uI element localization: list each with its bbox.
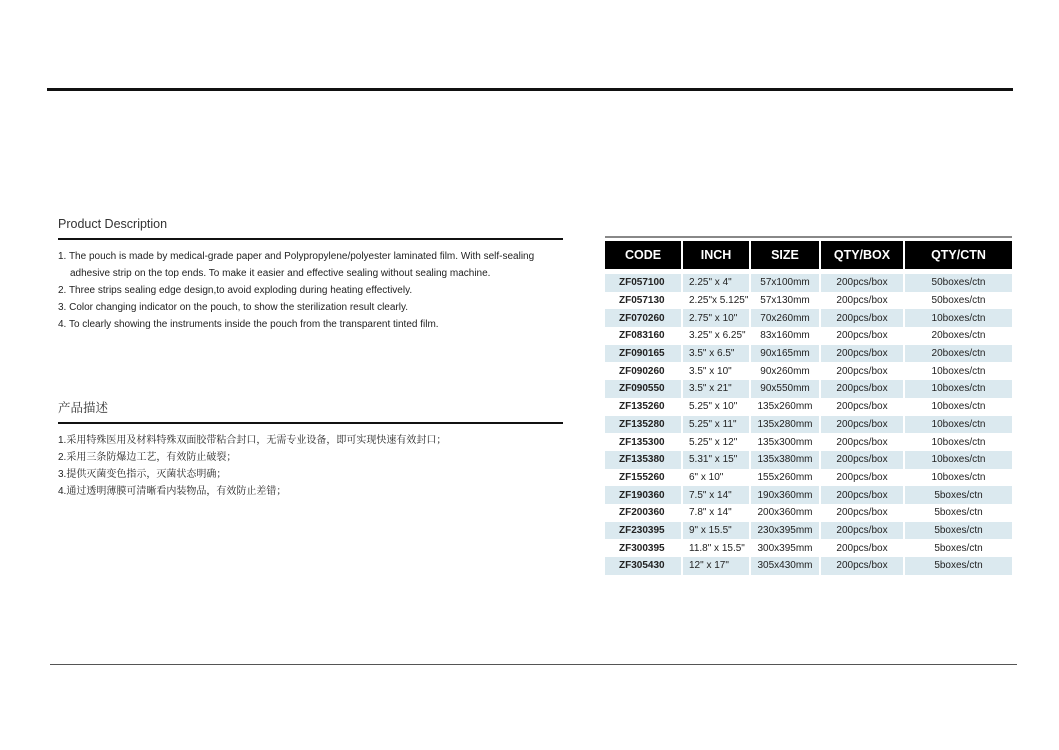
cell-code: ZF230395 xyxy=(605,522,681,540)
table-row xyxy=(605,469,1012,487)
cell-code: ZF083160 xyxy=(619,330,665,342)
header-size: SIZE xyxy=(751,241,819,269)
cell-code: ZF090260 xyxy=(619,365,665,377)
cell-qty-box: 200pcs/box xyxy=(821,522,903,540)
cell-qty-ctn: 10boxes/ctn xyxy=(905,309,1012,327)
table-row xyxy=(605,433,1012,451)
description-item: 3.提供灭菌变色指示，灭菌状态明确； xyxy=(58,469,227,480)
cell-qty-box: 200pcs/box xyxy=(836,507,888,519)
cell-qty-ctn: 10boxes/ctn xyxy=(905,380,1012,398)
cell-code: ZF135380 xyxy=(605,451,681,469)
cell-qty-box: 200pcs/box xyxy=(836,295,888,307)
cell-inch: 11.8" x 15.5" xyxy=(689,542,745,554)
cell-qty-ctn: 50boxes/ctn xyxy=(905,269,1012,292)
cell-size: 90x550mm xyxy=(751,380,819,398)
cell-qty-ctn: 50boxes/ctn xyxy=(931,295,986,307)
header-inch: INCH xyxy=(683,241,749,269)
cell-qty-box: 200pcs/box xyxy=(821,269,903,292)
cell-qty-box: 200pcs/box xyxy=(836,365,888,377)
cell-qty-ctn: 10boxes/ctn xyxy=(931,471,986,483)
table-row xyxy=(605,416,1012,434)
cell-code: ZF155260 xyxy=(619,471,665,483)
cell-qty-ctn: 10boxes/ctn xyxy=(931,401,986,413)
cell-qty-ctn: 10boxes/ctn xyxy=(905,416,1012,434)
cell-qty-box: 200pcs/box xyxy=(836,330,888,342)
table-row xyxy=(605,309,1012,327)
cell-inch: 7.8" x 14" xyxy=(689,507,732,519)
cell-size: 135x380mm xyxy=(751,451,819,469)
cell-inch: 3.5" x 21" xyxy=(683,380,749,398)
description-item: 4. To clearly showing the instruments inside the pouch from the transparent tinted film. xyxy=(58,319,439,330)
table-row xyxy=(605,486,1012,504)
cell-size: 135x280mm xyxy=(751,416,819,434)
description-item: adhesive strip on the top ends. To make it easier and effective sealing without sealing machine. xyxy=(70,268,491,279)
cell-size: 155x260mm xyxy=(757,471,813,483)
header-code: CODE xyxy=(605,241,681,269)
top-divider xyxy=(47,88,1013,91)
description-item: 3. Color changing indicator on the pouch, to show the sterilization result clearly. xyxy=(58,302,409,313)
cell-qty-ctn: 20boxes/ctn xyxy=(931,330,986,342)
section-divider xyxy=(58,422,563,424)
table-row xyxy=(605,398,1012,416)
cell-code: ZF300395 xyxy=(619,542,665,554)
cell-size: 305x430mm xyxy=(751,557,819,575)
cell-size: 90x165mm xyxy=(751,345,819,363)
cell-qty-ctn: 20boxes/ctn xyxy=(905,345,1012,363)
cell-inch: 7.5" x 14" xyxy=(683,486,749,504)
cell-qty-ctn: 5boxes/ctn xyxy=(905,557,1012,575)
cell-qty-box: 200pcs/box xyxy=(821,451,903,469)
cell-inch: 2.75" x 10" xyxy=(683,309,749,327)
cell-inch: 3.25" x 6.25" xyxy=(689,330,746,342)
cell-qty-box: 200pcs/box xyxy=(836,471,888,483)
section-title: 产品描述 xyxy=(58,401,109,415)
section-title: Product Description xyxy=(58,217,168,231)
cell-inch: 2.25"x 5.125" xyxy=(689,295,749,307)
cell-inch: 12" x 17" xyxy=(683,557,749,575)
cell-qty-box: 200pcs/box xyxy=(836,401,888,413)
cell-qty-box: 200pcs/box xyxy=(836,542,888,554)
cell-qty-ctn: 10boxes/ctn xyxy=(931,436,986,448)
table-row xyxy=(605,504,1012,522)
cell-inch: 6" x 10" xyxy=(689,471,724,483)
table-header-row xyxy=(605,241,1012,269)
product-description-cn xyxy=(58,400,563,500)
table-row xyxy=(605,522,1012,540)
cell-code: ZF135260 xyxy=(619,401,665,413)
cell-size: 57x100mm xyxy=(751,269,819,292)
cell-qty-box: 200pcs/box xyxy=(821,416,903,434)
cell-code: ZF305430 xyxy=(605,557,681,575)
cell-size: 135x260mm xyxy=(757,401,813,413)
cell-qty-ctn: 5boxes/ctn xyxy=(905,522,1012,540)
cell-qty-ctn: 5boxes/ctn xyxy=(905,486,1012,504)
cell-qty-box: 200pcs/box xyxy=(821,486,903,504)
product-spec-table xyxy=(605,236,1012,575)
cell-qty-ctn: 10boxes/ctn xyxy=(931,365,986,377)
cell-inch: 3.5" x 10" xyxy=(689,365,732,377)
table-row xyxy=(605,327,1012,345)
description-item: 4.通过透明薄膜可清晰看内装物品，有效防止差错； xyxy=(58,486,287,497)
cell-size: 300x395mm xyxy=(757,542,813,554)
cell-inch: 5.25" x 12" xyxy=(689,436,738,448)
cell-code: ZF135300 xyxy=(619,436,665,448)
cell-qty-box: 200pcs/box xyxy=(821,557,903,575)
cell-inch: 5.25" x 11" xyxy=(683,416,749,434)
table-row xyxy=(605,451,1012,469)
cell-code: ZF200360 xyxy=(619,507,665,519)
cell-code: ZF057100 xyxy=(605,269,681,292)
description-item: 1. The pouch is made by medical-grade paper and Polypropylene/polyester laminated film. With self-sealing xyxy=(58,251,535,262)
cell-inch: 2.25" x 4" xyxy=(683,269,749,292)
cell-code: ZF057130 xyxy=(619,295,665,307)
description-item: 2. Three strips sealing edge design,to avoid exploding during heating effectively. xyxy=(58,285,413,296)
cell-code: ZF090165 xyxy=(605,345,681,363)
section-divider xyxy=(58,238,563,240)
header-qty-box: QTY/BOX xyxy=(821,241,903,269)
table-row xyxy=(605,269,1012,292)
product-description-en xyxy=(58,216,563,333)
cell-size: 70x260mm xyxy=(751,309,819,327)
cell-code: ZF190360 xyxy=(605,486,681,504)
cell-qty-ctn: 10boxes/ctn xyxy=(905,451,1012,469)
cell-qty-box: 200pcs/box xyxy=(821,345,903,363)
cell-inch: 3.5" x 6.5" xyxy=(683,345,749,363)
cell-size: 57x130mm xyxy=(760,295,810,307)
cell-size: 190x360mm xyxy=(751,486,819,504)
description-item: 2.采用三条防爆边工艺，有效防止破裂； xyxy=(58,452,237,463)
description-item: 1.采用特殊医用及材料特殊双面胶带粘合封口，无需专业设备，即可实现快速有效封口； xyxy=(58,435,447,446)
cell-qty-ctn: 5boxes/ctn xyxy=(934,542,983,554)
table-row xyxy=(605,557,1012,575)
table-row xyxy=(605,539,1012,557)
cell-inch: 9" x 15.5" xyxy=(683,522,749,540)
cell-qty-box: 200pcs/box xyxy=(821,380,903,398)
cell-qty-box: 200pcs/box xyxy=(836,436,888,448)
cell-code: ZF070260 xyxy=(605,309,681,327)
table-row xyxy=(605,292,1012,310)
cell-size: 135x300mm xyxy=(757,436,813,448)
cell-qty-ctn: 5boxes/ctn xyxy=(934,507,983,519)
cell-size: 230x395mm xyxy=(751,522,819,540)
table-row xyxy=(605,380,1012,398)
cell-inch: 5.31" x 15" xyxy=(683,451,749,469)
cell-inch: 5.25" x 10" xyxy=(689,401,738,413)
header-qty-ctn: QTY/CTN xyxy=(905,241,1012,269)
table-row xyxy=(605,345,1012,363)
cell-code: ZF135280 xyxy=(605,416,681,434)
cell-qty-box: 200pcs/box xyxy=(821,309,903,327)
table-row xyxy=(605,362,1012,380)
cell-size: 200x360mm xyxy=(757,507,813,519)
cell-size: 83x160mm xyxy=(760,330,810,342)
cell-code: ZF090550 xyxy=(605,380,681,398)
table-top-rule xyxy=(605,236,1012,238)
bottom-divider xyxy=(50,664,1017,665)
cell-size: 90x260mm xyxy=(760,365,810,377)
